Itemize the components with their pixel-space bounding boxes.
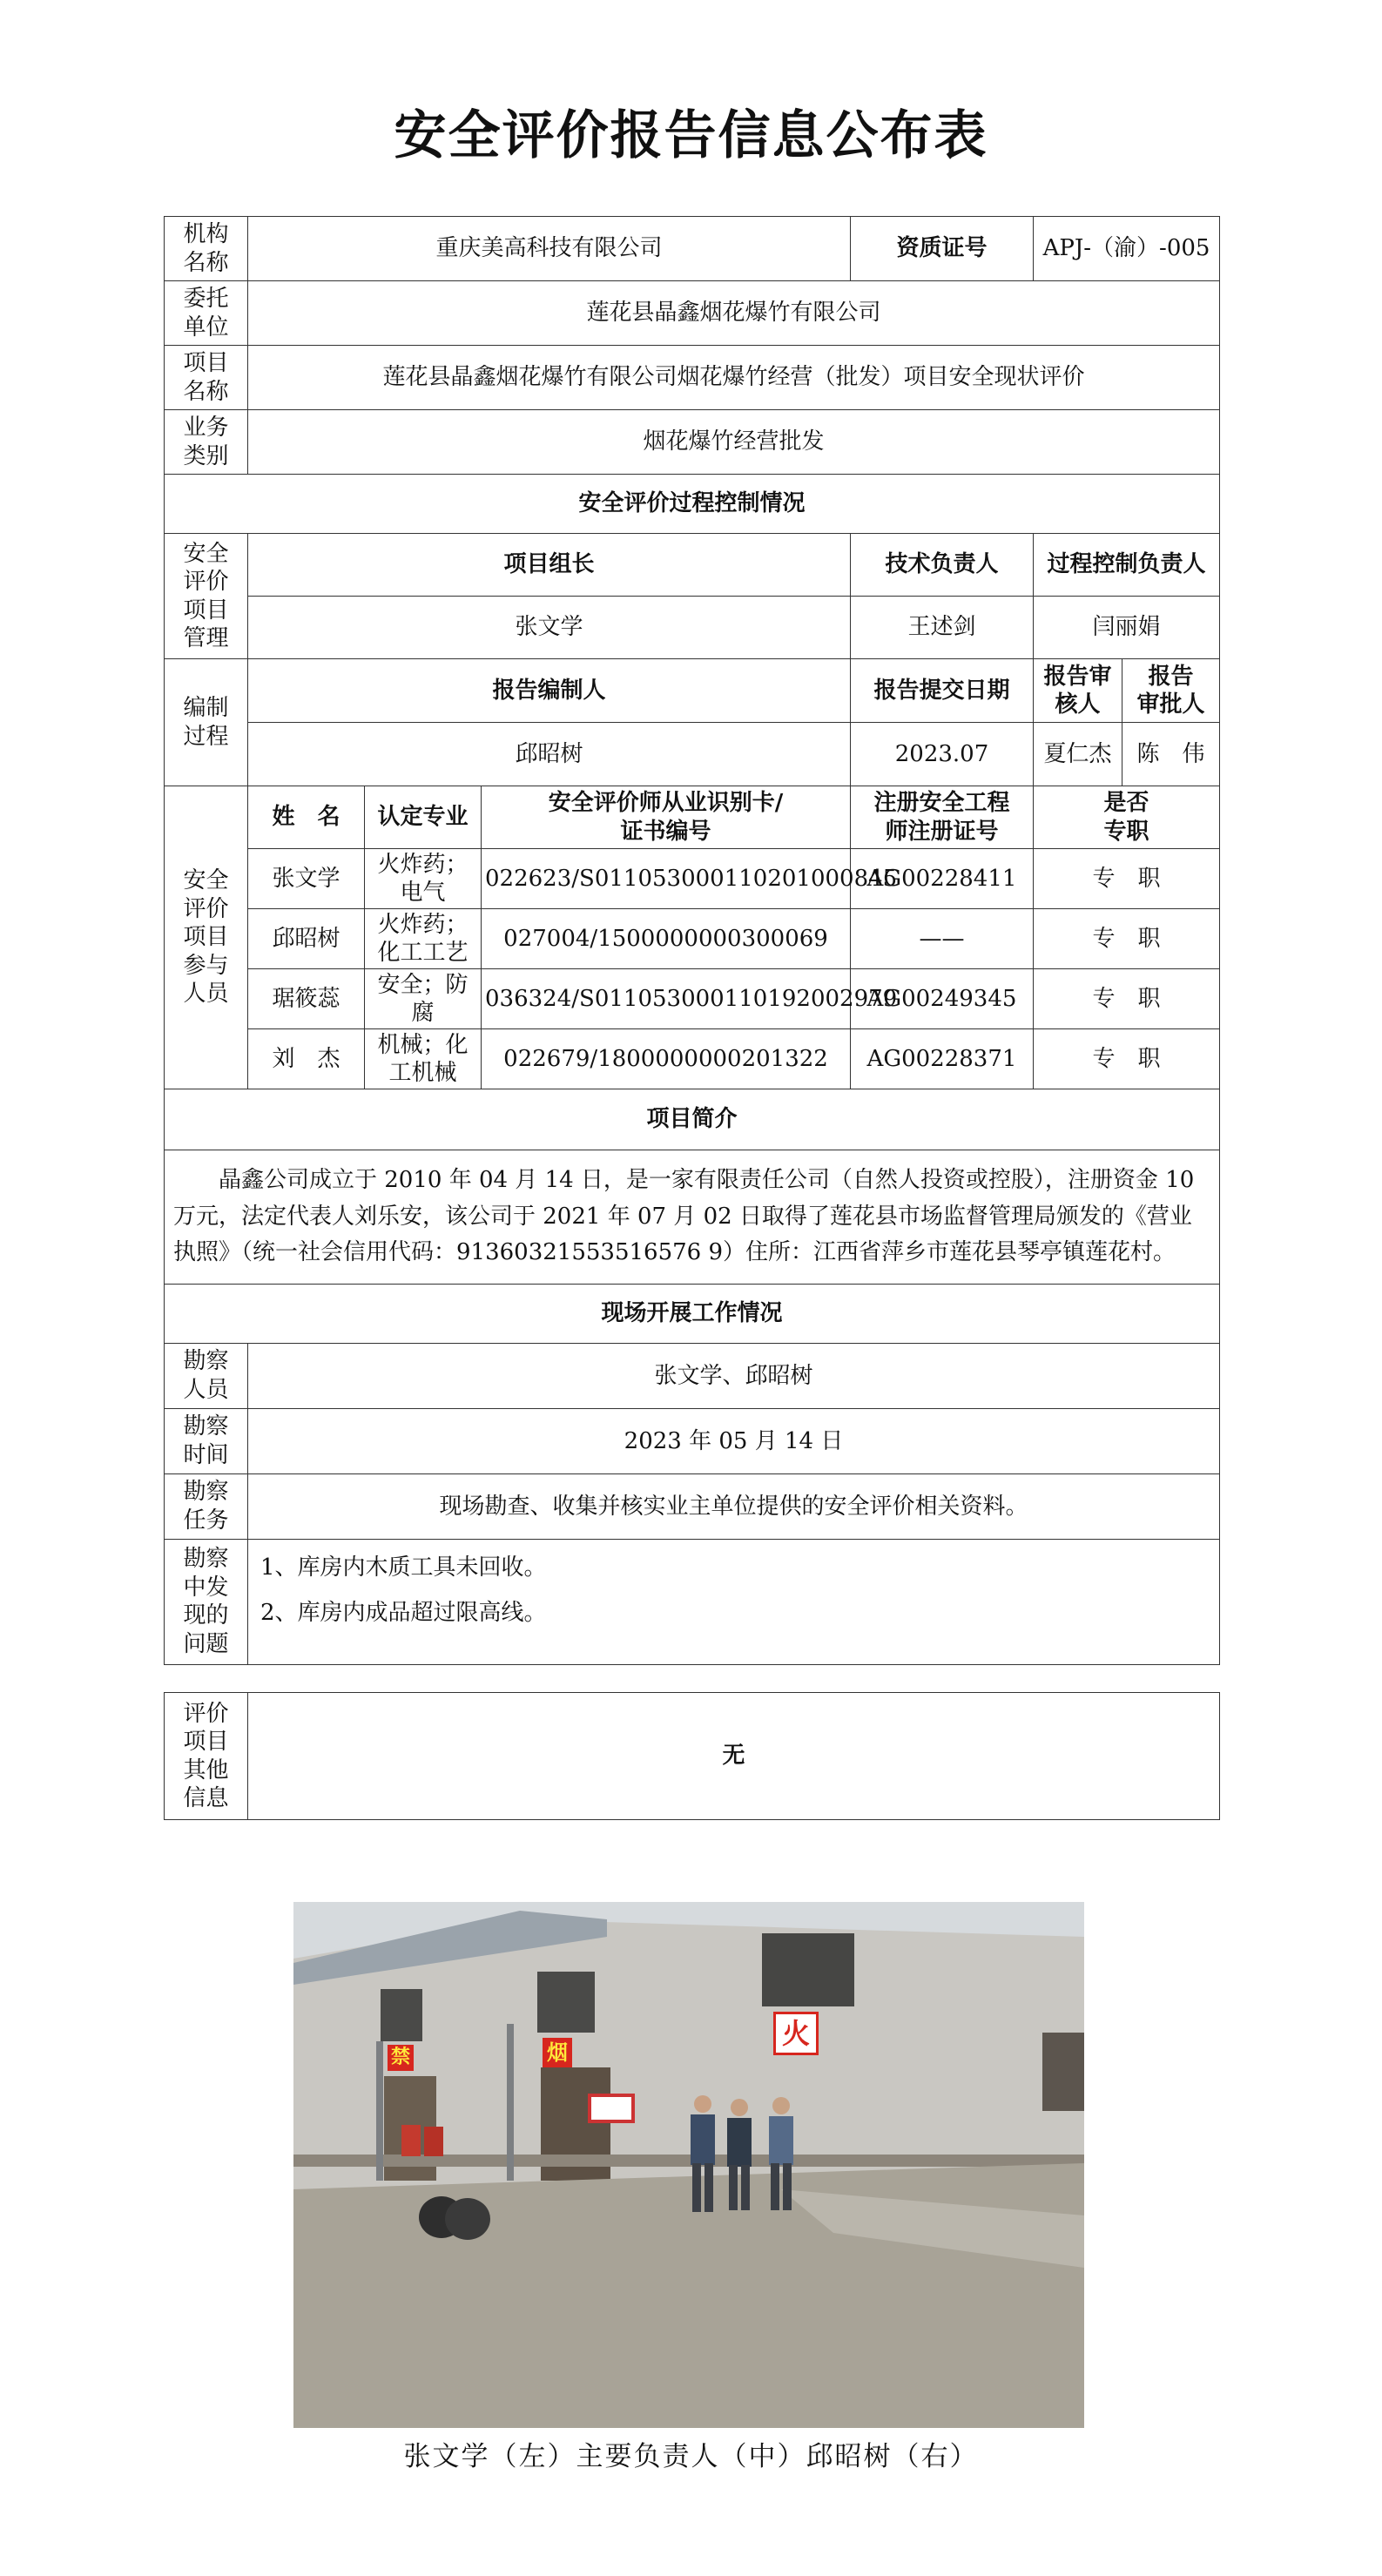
business-value: 烟花爆竹经营批发 [248, 410, 1220, 475]
mgmt-header-leader: 项目组长 [248, 534, 851, 597]
participant-major: 火炸药；化工工艺 [365, 909, 482, 969]
site-section-title: 现场开展工作情况 [165, 1284, 1220, 1343]
compile-header-approver: 报告 审批人 [1122, 659, 1220, 723]
table-row [165, 849, 1220, 909]
management-label: 安全 评价 项目 管理 [165, 534, 248, 659]
intro-paragraph: 晶鑫公司成立于 2010 年 04 月 14 日，是一家有限责任公司（自然人投资或控股），注册资金 10 万元，法定代表人刘乐安，该公司于 2021 年 07 月 02 日取得了莲花县市场监督管理局颁发的《营业执照》（统一社会信用代码：91360321553516576 9）住所：江西省萍乡市莲花县琴亭镇莲花村。 [173, 1167, 1195, 1266]
no-prohibited-sign-2: 烟 [543, 2038, 572, 2067]
survey-issues-label: 勘察 中发 现的 问题 [165, 1539, 248, 1664]
compile-value-reviewer: 夏仁杰 [1034, 723, 1122, 786]
other-info-value: 无 [248, 1693, 1220, 1820]
table-row [165, 909, 1220, 969]
org-value: 重庆美高科技有限公司 [248, 217, 851, 281]
mgmt-value-tech: 王述剑 [851, 597, 1034, 659]
compile-header-reviewer: 报告审核人 [1034, 659, 1122, 723]
page-title: 安全评价报告信息公布表 [394, 105, 988, 166]
client-value: 莲花县晶鑫烟花爆竹有限公司 [248, 281, 1220, 346]
client-label: 委托 单位 [165, 281, 248, 346]
org-label: 机构 名称 [165, 217, 248, 281]
participant-reg: AG00249345 [851, 969, 1034, 1029]
other-info-table [164, 1692, 1220, 1820]
table-row [165, 969, 1220, 1029]
participant-major: 安全；防腐 [365, 969, 482, 1029]
participants-header-fulltime: 是否 专职 [1034, 786, 1220, 849]
participant-fulltime: 专 职 [1034, 969, 1220, 1029]
no-prohibited-sign-3: 火 [773, 2012, 819, 2055]
site-photo-drawing [293, 1902, 1084, 2428]
list-item: 2、库房内成品超过限高线。 [260, 1600, 547, 1627]
table-row [165, 1029, 1220, 1089]
participants-label: 安全 评价 项目 参与 人员 [165, 786, 248, 1089]
survey-time-value: 2023 年 05 月 14 日 [248, 1408, 1220, 1473]
participants-header-card: 安全评价师从业识别卡/ 证书编号 [482, 786, 851, 849]
no-prohibited-sign-1: 禁 [388, 2045, 414, 2071]
compile-header-date: 报告提交日期 [851, 659, 1034, 723]
compile-value-date: 2023.07 [851, 723, 1034, 786]
cert-value: APJ-（渝）-005 [1034, 217, 1220, 281]
participant-name: 张文学 [248, 849, 365, 909]
intro-section-title: 项目简介 [165, 1089, 1220, 1150]
participant-reg: AG00228411 [851, 849, 1034, 909]
participant-card: 022623/S011053000110201000845 [482, 849, 851, 909]
participant-fulltime: 专 职 [1034, 1029, 1220, 1089]
intro-text [165, 1150, 1220, 1285]
participant-name: 邱昭树 [248, 909, 365, 969]
cert-label: 资质证号 [851, 217, 1034, 281]
survey-task-value: 现场勘查、收集并核实业主单位提供的安全评价相关资料。 [248, 1473, 1220, 1539]
participants-header-reg: 注册安全工程 师注册证号 [851, 786, 1034, 849]
other-info-label: 评价 项目 其他 信息 [165, 1693, 248, 1820]
participant-name: 琚筱蕊 [248, 969, 365, 1029]
process-section-title: 安全评价过程控制情况 [165, 475, 1220, 534]
list-item: 1、库房内木质工具未回收。 [260, 1554, 547, 1581]
participant-card: 036324/S011053000110192002979 [482, 969, 851, 1029]
compile-value-author: 邱昭树 [248, 723, 851, 786]
participant-fulltime: 专 职 [1034, 909, 1220, 969]
participant-name: 刘 杰 [248, 1029, 365, 1089]
compile-header-author: 报告编制人 [248, 659, 851, 723]
participant-major: 火炸药；电气 [365, 849, 482, 909]
survey-staff-label: 勘察 人员 [165, 1343, 248, 1408]
compile-label: 编制 过程 [165, 659, 248, 786]
participant-card: 022679/1800000000201322 [482, 1029, 851, 1089]
survey-staff-value: 张文学、邱昭树 [248, 1343, 1220, 1408]
participants-header-name: 姓 名 [248, 786, 365, 849]
mgmt-value-leader: 张文学 [248, 597, 851, 659]
participants-header-major: 认定专业 [365, 786, 482, 849]
mgmt-header-tech: 技术负责人 [851, 534, 1034, 597]
mgmt-header-control: 过程控制负责人 [1034, 534, 1220, 597]
photo-caption: 张文学（左）主要负责人（中）邱昭树（右） [403, 2441, 979, 2472]
participant-major: 机械；化工机械 [365, 1029, 482, 1089]
mgmt-value-control: 闫丽娟 [1034, 597, 1220, 659]
participant-reg: AG00228371 [851, 1029, 1034, 1089]
site-photo [293, 1902, 1084, 2428]
business-label: 业务 类别 [165, 410, 248, 475]
survey-issues-list [248, 1539, 1220, 1664]
participant-fulltime: 专 职 [1034, 849, 1220, 909]
info-table [164, 216, 1220, 1665]
survey-task-label: 勘察 任务 [165, 1473, 248, 1539]
project-value: 莲花县晶鑫烟花爆竹有限公司烟花爆竹经营（批发）项目安全现状评价 [248, 346, 1220, 410]
participant-reg: —— [851, 909, 1034, 969]
project-label: 项目 名称 [165, 346, 248, 410]
compile-value-approver: 陈 伟 [1122, 723, 1220, 786]
survey-time-label: 勘察 时间 [165, 1408, 248, 1473]
participant-card: 027004/1500000000300069 [482, 909, 851, 969]
